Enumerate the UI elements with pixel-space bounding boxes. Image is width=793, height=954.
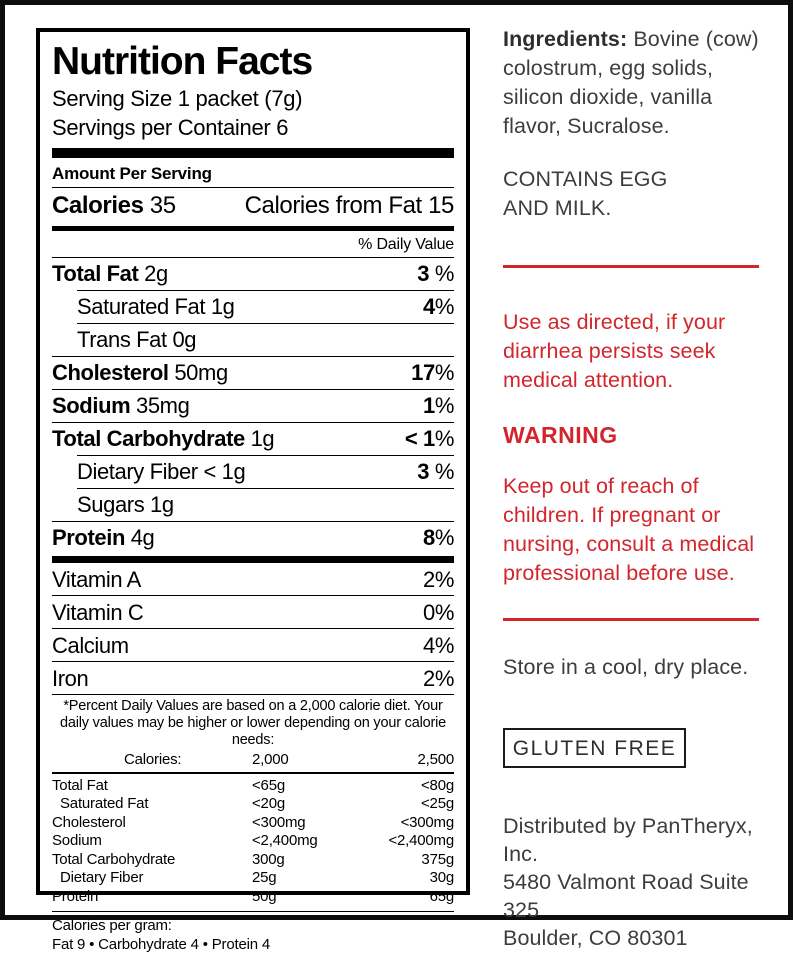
- nutrient-amount: 35mg: [135, 393, 190, 418]
- ingredients-list: Bovine (cow) colostrum, egg solids, silicon dioxide, vanilla flavor, Sucralose.: [503, 27, 759, 138]
- dv-table-value-2500: 30g: [429, 869, 454, 886]
- dv-table-value-2000: 25g: [252, 869, 277, 886]
- nutrient-amount: 4g: [130, 525, 155, 550]
- micronutrient-row-calcium: [52, 628, 454, 661]
- warning-text: Keep out of reach of children. If pregnant or nursing, consult a medical professional before use.: [503, 474, 755, 585]
- nutrient-amount: < 1g: [203, 459, 246, 484]
- dv-table-value-2000: 300g: [252, 850, 285, 868]
- ingredients-label: Ingredients:: [503, 27, 628, 51]
- nutrient-row-cholesterol: [52, 356, 454, 389]
- nutrient-dv: [417, 459, 454, 485]
- dv-table-label: Dietary Fiber: [60, 869, 144, 886]
- calories-label-value: [52, 192, 176, 220]
- micronutrient-dv: 2%: [423, 567, 454, 592]
- nutrient-name-amount: [52, 261, 168, 287]
- dv-table-header: [52, 751, 454, 774]
- micronutrient-dv: 0%: [423, 600, 454, 625]
- nutrient-dv: [423, 525, 454, 551]
- nutrient-amount: 2g: [144, 261, 168, 286]
- directions-text: Use as directed, if your diarrhea persists seek medical attention.: [503, 310, 726, 392]
- nutrient-row-total-fat: [52, 258, 454, 290]
- nutrient-dv: [423, 393, 454, 419]
- nutrient-amount: 1g: [150, 492, 174, 517]
- warning-heading: WARNING: [503, 422, 618, 448]
- nutrition-facts-title: Nutrition Facts: [52, 40, 313, 83]
- nutrient-label: Total Fat: [52, 261, 139, 286]
- dv-table-row-total-fat: [52, 777, 454, 796]
- gluten-free-label: GLUTEN FREE: [512, 736, 677, 760]
- calories-from-fat: Calories from Fat 15: [244, 192, 454, 219]
- nutrient-row-trans-fat: [77, 323, 454, 356]
- micronutrient-label: Calcium: [52, 633, 129, 658]
- nutrient-label: Sodium: [52, 393, 131, 418]
- dv-table-value-2500: 375g: [421, 850, 454, 868]
- nutrient-label: Protein: [52, 525, 125, 550]
- dv-table-value-2000: <20g: [252, 795, 285, 812]
- ingredients-text: [503, 25, 769, 141]
- serving-size: Serving Size 1 packet (7g): [52, 86, 303, 111]
- dv-table-label: Total Carbohydrate: [52, 850, 176, 868]
- dv-number: 3: [417, 261, 430, 286]
- nutrient-name-amount: [77, 294, 235, 320]
- nutrient-label: Sugars: [77, 492, 145, 517]
- nutrient-row-saturated-fat: [77, 290, 454, 323]
- distributor-street: 5480 Valmont Road Suite 325: [503, 870, 749, 922]
- dv-table-row-sodium: [52, 832, 454, 851]
- percent-sign: %: [434, 459, 454, 484]
- dv-table-value-2000: 50g: [252, 887, 277, 905]
- nutrient-row-sodium: [52, 389, 454, 422]
- nutrient-amount: 0g: [172, 327, 197, 352]
- dv-table-value-2000: <65g: [252, 776, 285, 794]
- nutrient-name-amount: [52, 426, 274, 452]
- nutrient-name-amount: [77, 492, 174, 518]
- calories-label: Calories: [52, 192, 144, 219]
- dv-number: 17: [411, 360, 435, 385]
- calories-value: 35: [149, 192, 176, 219]
- percent-sign: %: [434, 294, 454, 319]
- calories-per-gram-values: Fat 9 • Carbohydrate 4 • Protein 4: [52, 936, 270, 953]
- nutrition-facts-panel: [36, 28, 470, 953]
- nutrient-row-sugars: [77, 488, 454, 521]
- dv-table-row-total-carbohydrate: [52, 851, 454, 870]
- allergen-statement: CONTAINS EGG AND MILK.: [503, 167, 668, 220]
- nutrient-name-amount: [77, 459, 245, 485]
- micronutrient-row-vitamin-a: [52, 563, 454, 595]
- dv-table-header-2000: 2,000: [252, 751, 289, 768]
- storage-instructions: Store in a cool, dry place.: [503, 655, 749, 679]
- dv-table-value-2500: 65g: [429, 887, 454, 905]
- nutrient-row-dietary-fiber: [77, 455, 454, 488]
- calories-per-gram-label: Calories per gram:: [52, 917, 172, 934]
- dv-number: 1: [422, 393, 435, 418]
- dv-table-value-2000: <2,400mg: [252, 832, 318, 849]
- dv-table-label: Saturated Fat: [60, 795, 149, 812]
- nutrient-label: Trans Fat: [77, 327, 167, 352]
- micronutrient-label: Vitamin C: [52, 600, 144, 625]
- nutrient-label: Cholesterol: [52, 360, 169, 385]
- micronutrient-row-vitamin-c: [52, 595, 454, 628]
- micronutrient-dv: 4%: [423, 633, 454, 658]
- dv-table-label: Total Fat: [52, 776, 108, 794]
- calories-per-gram: [52, 911, 454, 954]
- daily-value-table: [52, 751, 454, 906]
- nutrient-amount: 1g: [210, 294, 235, 319]
- ingredients-section: [503, 25, 769, 141]
- micronutrient-dv: 2%: [423, 666, 454, 691]
- calories-row: [52, 188, 454, 223]
- dv-table-row-cholesterol: [52, 814, 454, 833]
- nutrient-name-amount: [77, 327, 196, 353]
- distributor-name: Distributed by PanTheryx, Inc.: [503, 814, 753, 866]
- divider-bar-heavy: [52, 556, 454, 563]
- percent-sign: %: [434, 261, 454, 286]
- distributor-info: [503, 812, 769, 952]
- nutrient-name-amount: [52, 360, 228, 386]
- divider-bar-thick: [52, 148, 454, 158]
- divider-bar-medium: [52, 226, 454, 231]
- nutrient-dv: [417, 261, 454, 287]
- dv-table-row-protein: [52, 888, 454, 907]
- dv-table-value-2000: <300mg: [252, 813, 306, 831]
- percent-sign: %: [434, 426, 454, 451]
- nutrient-dv: [405, 426, 454, 452]
- nutrient-label: Saturated Fat: [77, 294, 206, 319]
- daily-value-footnote: *Percent Daily Values are based on a 2,000 calorie diet. Your daily values may be higher or lower depending on your calorie needs:: [60, 698, 446, 748]
- percent-sign: %: [434, 360, 454, 385]
- amount-per-serving-label: Amount Per Serving: [52, 162, 454, 188]
- dv-table-header-label: Calories:: [124, 751, 182, 768]
- dv-table-label: Sodium: [52, 832, 102, 849]
- distributor-city: Boulder, CO 80301: [503, 926, 688, 950]
- nutrient-amount: 1g: [250, 426, 275, 451]
- red-divider-bottom: [503, 618, 759, 621]
- nutrient-label: Total Carbohydrate: [52, 426, 245, 451]
- dv-table-row-saturated-fat: [52, 795, 454, 814]
- micronutrient-label: Iron: [52, 666, 89, 691]
- dv-table-value-2500: <300mg: [400, 813, 454, 831]
- dv-table-label: Cholesterol: [52, 813, 126, 831]
- nutrient-row-total-carbohydrate: [52, 422, 454, 455]
- percent-sign: %: [434, 393, 454, 418]
- percent-sign: %: [434, 525, 454, 550]
- dv-number: 8: [422, 525, 435, 550]
- servings-per-container: Servings per Container 6: [52, 115, 289, 140]
- nutrient-dv: [423, 294, 454, 320]
- dv-table-row-dietary-fiber: [52, 869, 454, 888]
- dv-number: 4: [422, 294, 435, 319]
- dv-table-header-2500: 2,500: [417, 751, 454, 768]
- daily-value-header: % Daily Value: [52, 233, 454, 258]
- nutrient-label: Dietary Fiber: [77, 459, 198, 484]
- dv-number: 3: [417, 459, 430, 484]
- label-side-panel: [503, 25, 769, 952]
- dv-table-value-2500: <25g: [421, 795, 454, 812]
- red-divider-top: [503, 265, 759, 268]
- nutrient-dv: [411, 360, 454, 386]
- micronutrient-label: Vitamin A: [52, 567, 141, 592]
- dv-table-label: Protein: [52, 887, 99, 905]
- dv-number: < 1: [404, 426, 435, 451]
- dv-table-value-2500: <2,400mg: [388, 832, 454, 849]
- nutrient-name-amount: [52, 525, 154, 551]
- nutrient-name-amount: [52, 393, 189, 419]
- nutrient-row-protein: [52, 521, 454, 554]
- gluten-free-badge: [503, 728, 686, 768]
- nutrient-amount: 50mg: [174, 360, 228, 385]
- micronutrient-row-iron: [52, 661, 454, 694]
- dv-table-value-2500: <80g: [421, 776, 454, 794]
